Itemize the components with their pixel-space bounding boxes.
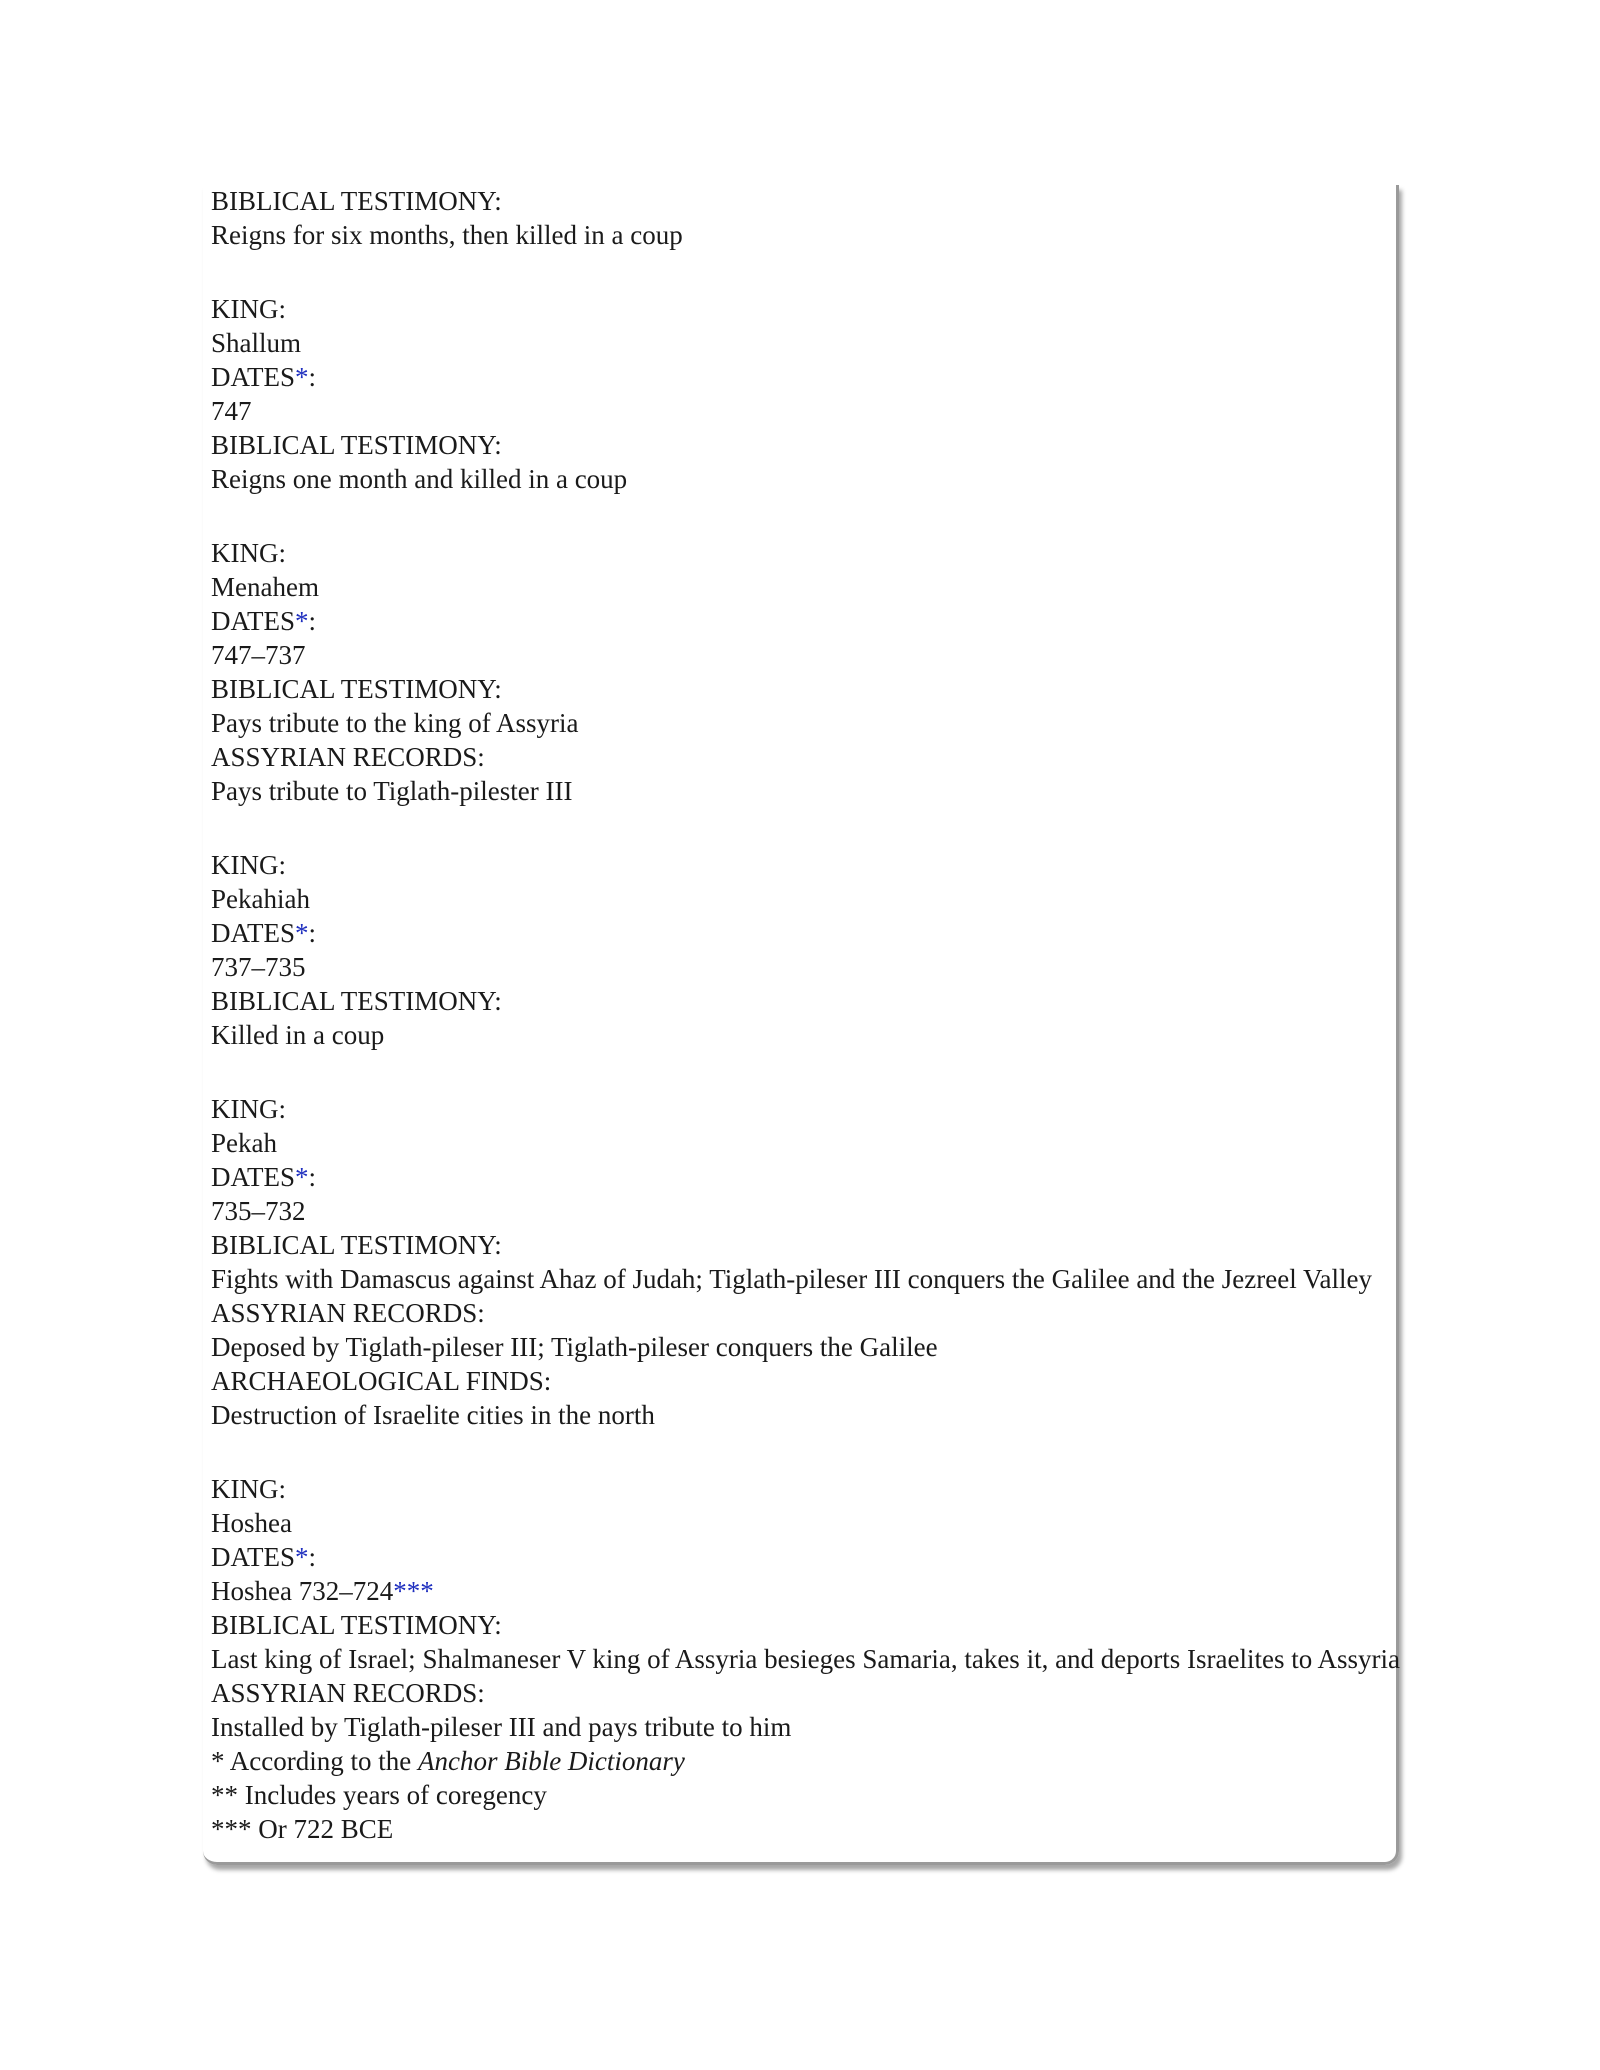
footnote-marker-link[interactable]: * [295, 1542, 309, 1572]
spacer [211, 1432, 1391, 1472]
dates-label-text: DATES [211, 918, 296, 948]
dates-label-colon: : [308, 606, 317, 636]
spacer [211, 1052, 1391, 1092]
king-name: Pekah [211, 1128, 277, 1158]
footnote-marker-link[interactable]: * [295, 606, 309, 636]
biblical-testimony-text: Pays tribute to the king of Assyria [211, 708, 579, 738]
spacer [211, 252, 1391, 292]
king-label: KING: [211, 294, 286, 324]
biblical-testimony-text: Last king of Israel; Shalmaneser V king of Assyria besieges Samaria, takes it, and deports Israelites to Assyria [211, 1644, 1400, 1674]
biblical-testimony-label: BIBLICAL TESTIMONY: [211, 186, 502, 216]
dates-label [211, 604, 1391, 638]
footnote-marker-link[interactable]: * [295, 1162, 309, 1192]
footnote-2: ** Includes years of coregency [211, 1780, 547, 1810]
king-entry-pekah [211, 1092, 1391, 1432]
footnotes [211, 1744, 1391, 1846]
footnote-1-text: * According to the [211, 1746, 418, 1776]
archaeological-finds-label: ARCHAEOLOGICAL FINDS: [211, 1366, 552, 1396]
biblical-testimony-text: Fights with Damascus against Ahaz of Judah; Tiglath-pileser III conquers the Galilee and the Jezreel Valley [211, 1264, 1372, 1294]
king-entry-menahem [211, 536, 1391, 808]
dates-value [211, 1574, 1391, 1608]
king-name: Pekahiah [211, 884, 310, 914]
biblical-testimony-label: BIBLICAL TESTIMONY: [211, 1230, 502, 1260]
dates-label [211, 1540, 1391, 1574]
dates-label-text: DATES [211, 606, 296, 636]
footnote-1-title: Anchor Bible Dictionary [417, 1746, 685, 1776]
dates-label [211, 1160, 1391, 1194]
footnote-3: *** Or 722 BCE [211, 1814, 394, 1844]
dates-label-colon: : [308, 1162, 317, 1192]
footnote-1 [211, 1744, 1391, 1778]
king-label: KING: [211, 1474, 286, 1504]
dates-label-text: DATES [211, 1162, 296, 1192]
biblical-testimony-label: BIBLICAL TESTIMONY: [211, 674, 502, 704]
biblical-testimony-label: BIBLICAL TESTIMONY: [211, 430, 502, 460]
assyrian-records-text: Pays tribute to Tiglath-pilester III [211, 776, 573, 806]
king-name: Hoshea [211, 1508, 292, 1538]
dates-label-text: DATES [211, 362, 296, 392]
king-entry-shallum [211, 292, 1391, 496]
archaeological-finds-text: Destruction of Israelite cities in the north [211, 1400, 655, 1430]
biblical-testimony-label: BIBLICAL TESTIMONY: [211, 1610, 502, 1640]
king-entry-hoshea [211, 1472, 1400, 1744]
dates-value: 737–735 [211, 952, 306, 982]
assyrian-records-label: ASSYRIAN RECORDS: [211, 1298, 485, 1328]
biblical-testimony-label: BIBLICAL TESTIMONY: [211, 986, 502, 1016]
dates-label [211, 916, 1391, 950]
footnote-marker-link[interactable]: * [295, 362, 309, 392]
assyrian-records-text: Deposed by Tiglath-pileser III; Tiglath-pileser conquers the Galilee [211, 1332, 938, 1362]
spacer [211, 496, 1391, 536]
document-body [211, 184, 1400, 1846]
dates-value-text: Hoshea 732–724 [211, 1576, 394, 1606]
assyrian-records-text: Installed by Tiglath-pileser III and pays tribute to him [211, 1712, 792, 1742]
dates-label-text: DATES [211, 1542, 296, 1572]
dates-value: 747–737 [211, 640, 306, 670]
biblical-testimony-text: Reigns for six months, then killed in a coup [211, 220, 683, 250]
footnote-marker-link[interactable]: * [295, 918, 309, 948]
dates-label-colon: : [308, 362, 317, 392]
dates-value: 747 [211, 396, 252, 426]
king-label: KING: [211, 850, 286, 880]
dates-label-colon: : [308, 1542, 317, 1572]
king-name: Menahem [211, 572, 319, 602]
king-name: Shallum [211, 328, 302, 358]
biblical-testimony-text: Killed in a coup [211, 1020, 385, 1050]
king-label: KING: [211, 1094, 286, 1124]
assyrian-records-label: ASSYRIAN RECORDS: [211, 1678, 485, 1708]
footnote-marker-link[interactable]: *** [393, 1576, 434, 1606]
king-label: KING: [211, 538, 286, 568]
king-entry-pekahiah [211, 848, 1391, 1052]
dates-value: 735–732 [211, 1196, 306, 1226]
biblical-testimony-text: Reigns one month and killed in a coup [211, 464, 628, 494]
assyrian-records-label: ASSYRIAN RECORDS: [211, 742, 485, 772]
dates-label [211, 360, 1391, 394]
spacer [211, 808, 1391, 848]
dates-label-colon: : [308, 918, 317, 948]
